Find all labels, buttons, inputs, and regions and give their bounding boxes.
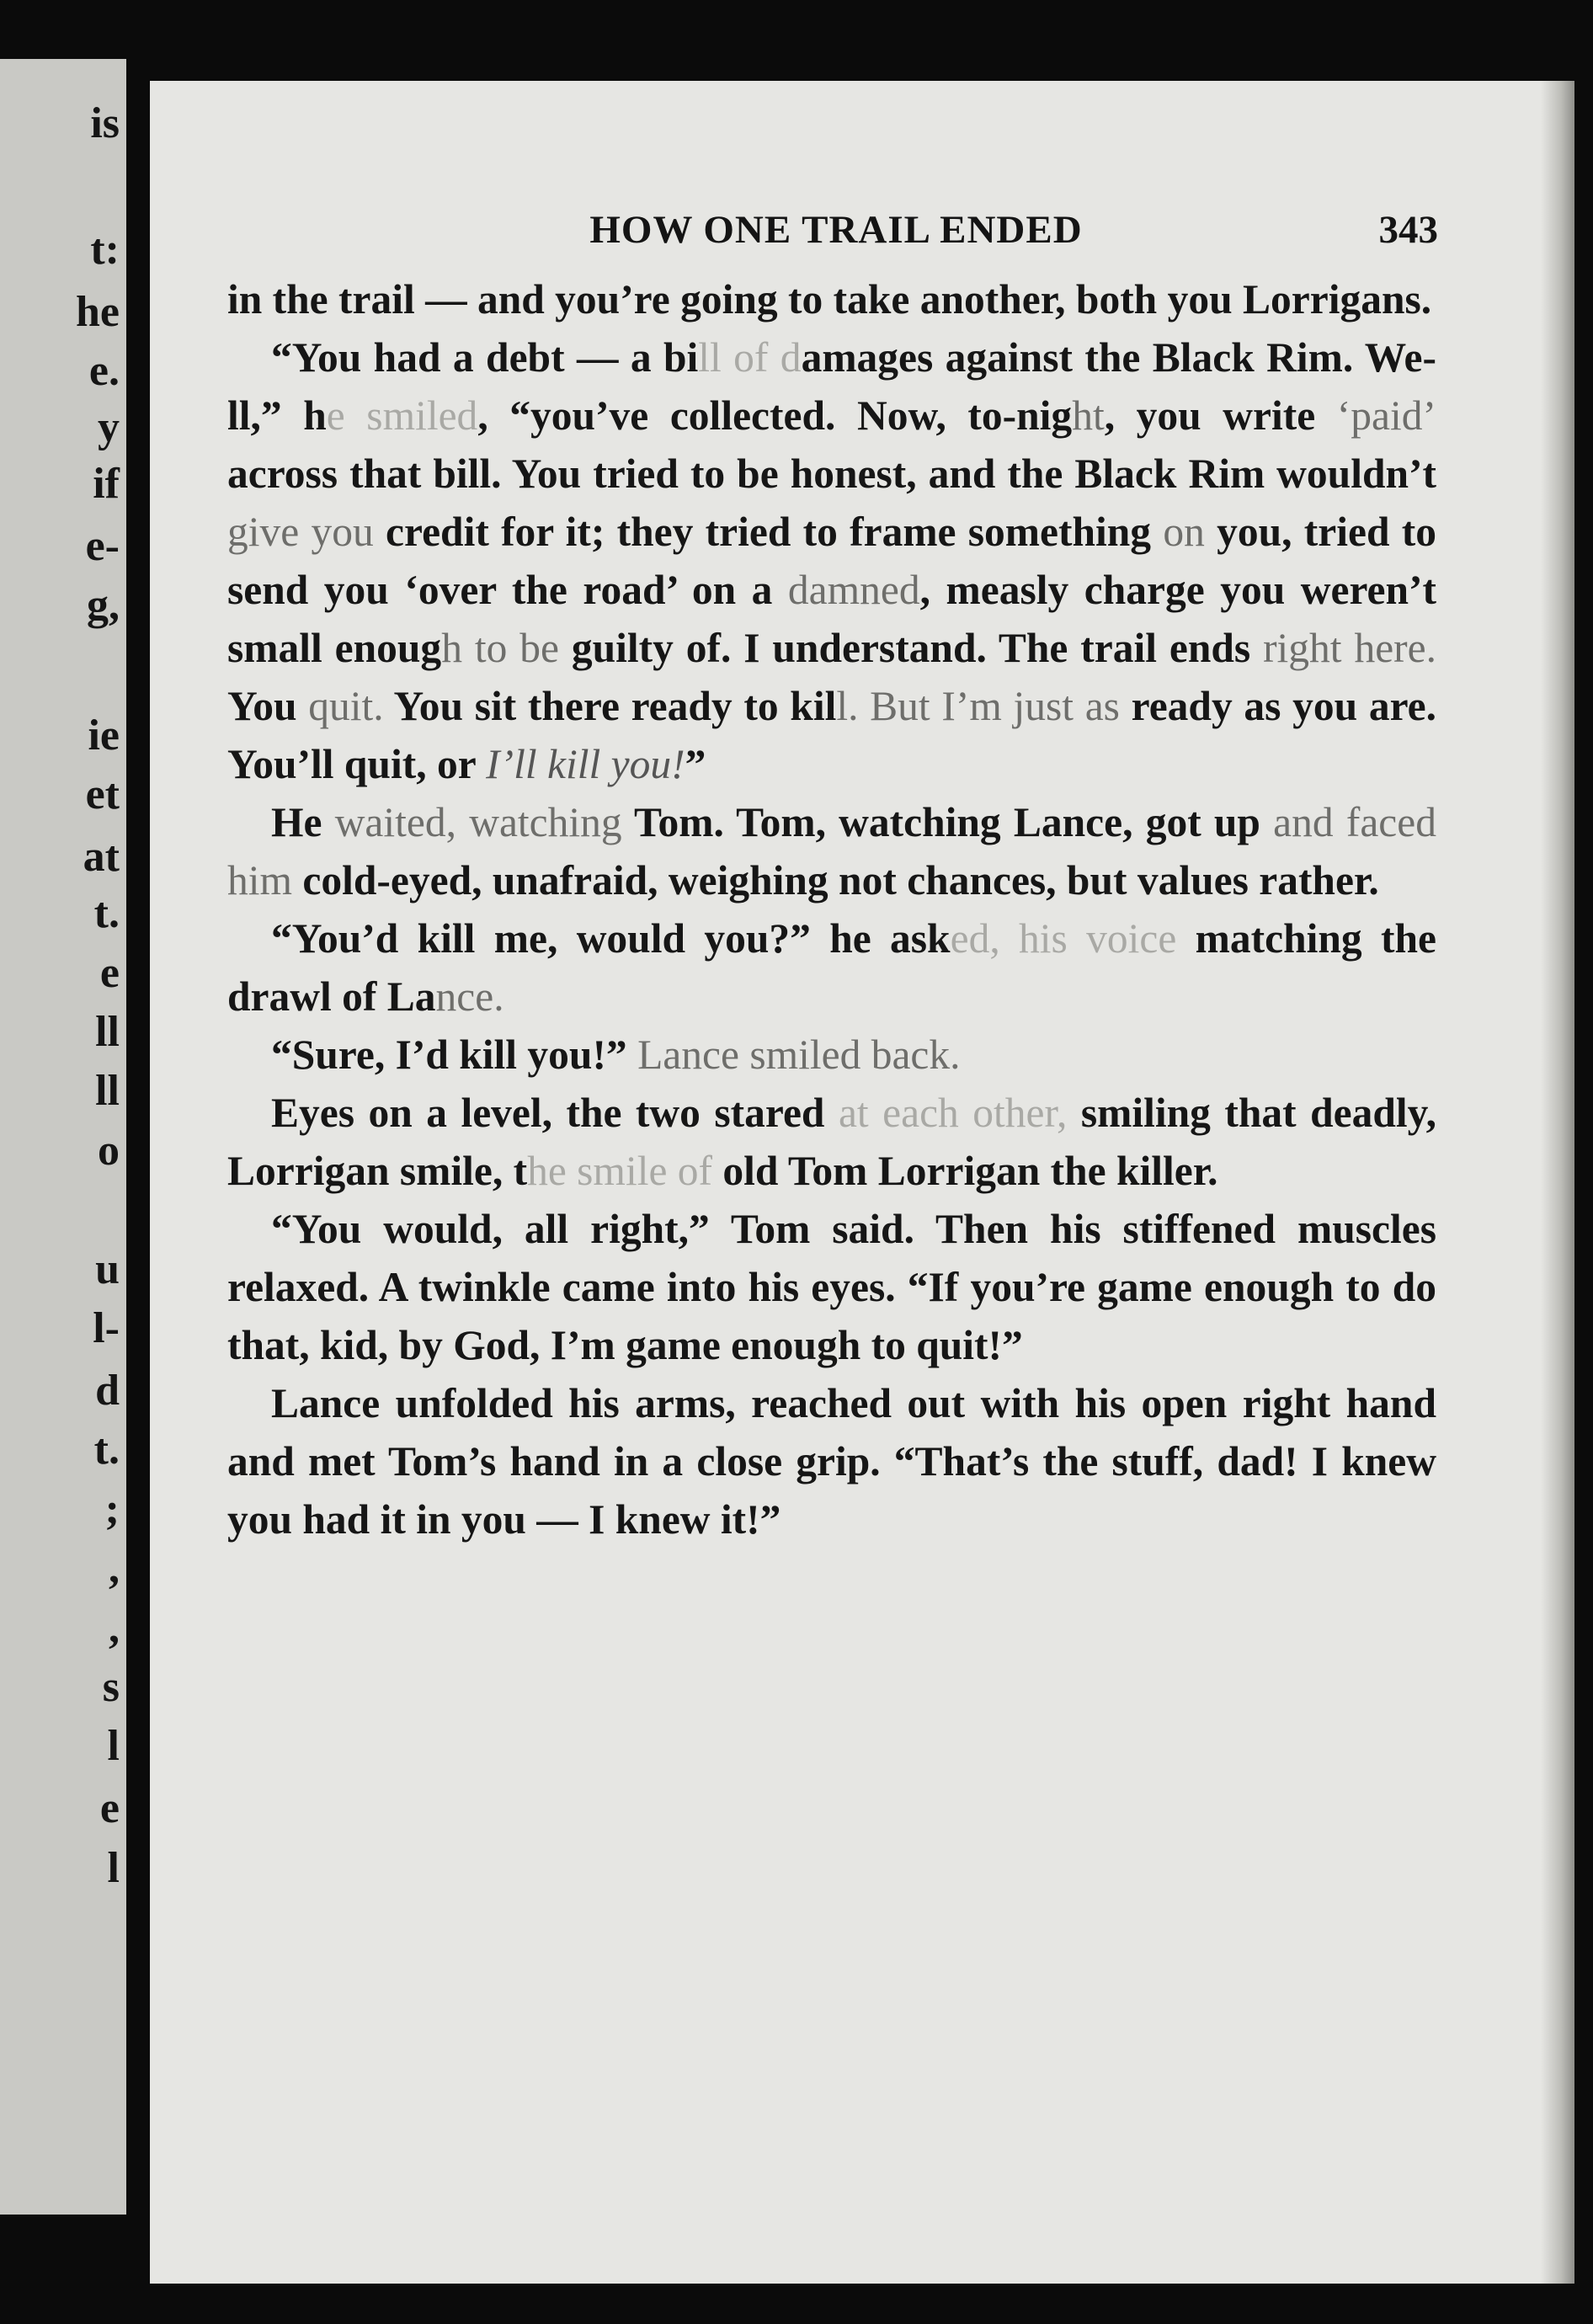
text-run: cold-eyed, unafraid, weighing not chances, but values rather. xyxy=(292,857,1379,903)
page-number: 343 xyxy=(1378,208,1438,252)
text-run: and faced him xyxy=(227,799,1436,903)
text-run: nce. xyxy=(435,973,504,1020)
facing-page-fragment: he xyxy=(76,287,120,336)
text-run: waited, watching xyxy=(334,799,622,845)
text-run: You sit there ready to kil xyxy=(383,683,837,729)
text-run: Eyes on a level, the two stared xyxy=(271,1090,839,1136)
facing-page-fragment: at xyxy=(83,833,120,882)
text-run: “You had a debt — a bi xyxy=(271,334,699,381)
paragraph xyxy=(227,1200,1436,1374)
text-run: old Tom Lorrigan the killer. xyxy=(712,1148,1218,1194)
paragraph xyxy=(227,270,1436,328)
paragraph xyxy=(227,1026,1436,1084)
text-run: guilty of. I understand. The trail ends xyxy=(558,625,1264,671)
text-run: he smile of xyxy=(527,1148,713,1194)
facing-page-fragment: s xyxy=(102,1663,120,1711)
text-run: ” xyxy=(685,741,706,787)
facing-page-fragment: l- xyxy=(93,1304,120,1353)
text-run: across that bill. You tried to be honest, and the Black Rim wouldn’t xyxy=(227,450,1436,497)
facing-page-fragment: e. xyxy=(88,347,120,396)
paragraph xyxy=(227,1374,1436,1548)
text-run: “You would, all right,” Tom said. Then his stiffened muscles relaxed. A twinkle came into his eyes. “If you’re game enough to do that, kid, by God, I’m game enough to quit!” xyxy=(227,1206,1436,1368)
text-run: damned xyxy=(787,567,920,613)
facing-page-fragment: if xyxy=(93,459,120,508)
paragraph xyxy=(227,1084,1436,1200)
facing-page-fragment: e xyxy=(99,948,120,997)
facing-page-fragment: d xyxy=(95,1367,120,1415)
text-run: l. But I’m just as xyxy=(836,683,1120,729)
facing-page-fragment: t. xyxy=(93,889,120,938)
book-page xyxy=(150,81,1574,2284)
page-edge-shadow xyxy=(1541,81,1574,2284)
facing-page-fragment: g, xyxy=(87,581,120,630)
facing-page-fragment: t. xyxy=(93,1426,120,1474)
text-run: on xyxy=(1163,509,1205,555)
facing-page-fragment: is xyxy=(90,99,120,148)
book-gutter xyxy=(126,59,150,2215)
text-run: He xyxy=(271,799,335,845)
text-run: you, tried to send you ‘over the road’ on a xyxy=(227,509,1436,613)
text-run: matching the drawl of La xyxy=(227,915,1436,1020)
text-run: credit for it; they tried to frame something xyxy=(373,509,1164,555)
text-run: quit. xyxy=(308,683,384,729)
text-run: amages against the Black Rim. We-ll,” h xyxy=(227,334,1436,439)
text-run: smiling that deadly, Lorrigan smile, t xyxy=(227,1090,1436,1194)
running-title: HOW ONE TRAIL ENDED xyxy=(589,208,1083,252)
paragraph xyxy=(227,793,1436,909)
paragraph xyxy=(227,328,1436,793)
text-run: Lance smiled back. xyxy=(637,1031,961,1078)
page-header xyxy=(234,207,1438,266)
text-run: “You’d kill me, would you?” he ask xyxy=(271,915,951,962)
text-run: ed, his voice xyxy=(950,915,1177,962)
text-run: ll of d xyxy=(698,334,802,381)
text-run: ‘paid’ xyxy=(1336,392,1436,439)
text-run: h to be xyxy=(441,625,559,671)
facing-page-fragment: l xyxy=(107,1843,120,1892)
text-run: “Sure, I’d kill you!” xyxy=(271,1031,638,1078)
text-run: at each other, xyxy=(838,1090,1068,1136)
text-run: right here. xyxy=(1263,625,1436,671)
facing-page-fragment: ll xyxy=(95,1008,120,1057)
facing-page-fragment: et xyxy=(85,770,120,819)
facing-page-fragment: , xyxy=(109,1544,120,1593)
text-run: Tom. Tom, watching Lance, got up xyxy=(621,799,1274,845)
facing-page-fragment: l xyxy=(107,1722,120,1771)
text-run: in the trail — and you’re going to take another, both you Lorrigans. xyxy=(227,276,1432,322)
facing-page-fragment: , xyxy=(109,1603,120,1652)
text-run: You xyxy=(227,683,309,729)
text-run: I’ll kill you! xyxy=(486,741,685,787)
facing-page-fragment: u xyxy=(95,1245,120,1293)
body-text xyxy=(227,270,1436,1548)
facing-page-fragment: y xyxy=(98,403,120,451)
text-run: Lance unfolded his arms, reached out with his open right hand and met Tom’s hand in a close grip. “That’s the stuff, dad! I knew you had it in you — I knew it!” xyxy=(227,1380,1436,1543)
text-run: , you write xyxy=(1104,392,1337,439)
facing-page-edge xyxy=(0,59,126,2215)
text-run: ht xyxy=(1072,392,1105,439)
facing-page-fragment: o xyxy=(98,1126,120,1175)
facing-page-fragment: t: xyxy=(90,225,120,274)
facing-page-fragment: e- xyxy=(85,521,120,570)
text-run: ready as you are. You’ll quit, or xyxy=(227,683,1436,787)
text-run: , “you’ve collected. Now, to-nig xyxy=(477,392,1073,439)
facing-page-fragment: ll xyxy=(95,1067,120,1116)
facing-page-fragment: ; xyxy=(104,1484,120,1533)
facing-page-fragment: e xyxy=(99,1784,120,1833)
text-run: e smiled xyxy=(326,392,478,439)
paragraph xyxy=(227,909,1436,1026)
text-run: give you xyxy=(227,509,374,555)
text-run: , measly charge you weren’t small enoug xyxy=(227,567,1436,671)
facing-page-fragment: ie xyxy=(88,712,120,760)
